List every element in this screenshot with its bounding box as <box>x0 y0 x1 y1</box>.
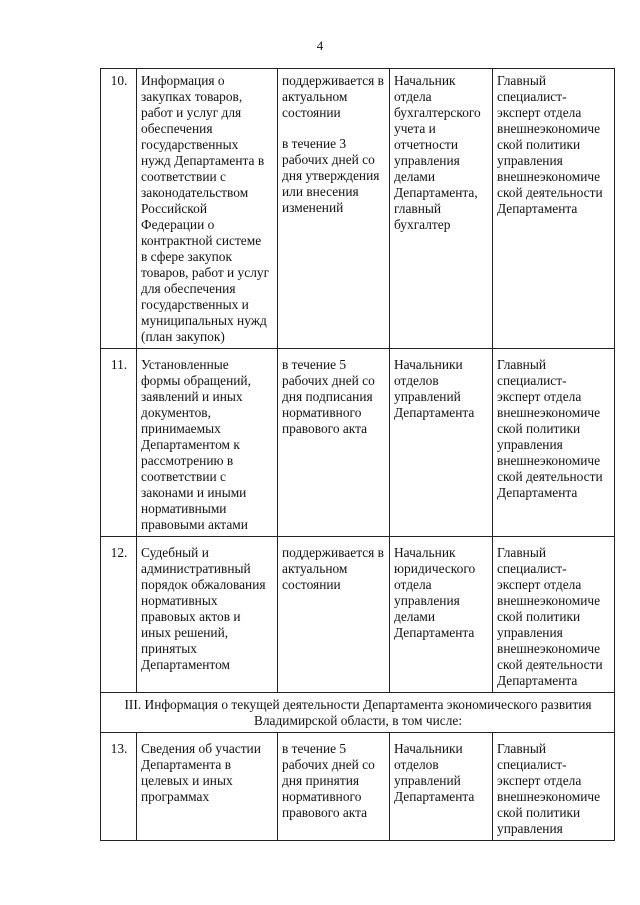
row-number: 11. <box>101 349 137 537</box>
responsible-person: Начальник отдела бухгалтерского учета и отчетности управления делами Департамента, главный бухгалтер <box>390 69 493 349</box>
term-text: поддерживается в актуальном состоянии <box>282 73 384 120</box>
table-row <box>101 733 615 841</box>
information-table <box>100 68 615 841</box>
publication-term <box>278 69 390 349</box>
info-title: Сведения об участии Департамента в целевых и иных программах <box>137 733 278 841</box>
table-row <box>101 349 615 537</box>
info-title: Информация о закупках товаров, работ и услуг для обеспечения государственных нужд Департамента в соответствии с законодательством Российской Федерации о контрактной системе в сфере закупок товаров, работ и услуг для обеспечения государственных и муниципальных нужд (план закупок) <box>137 69 278 349</box>
executor: Главный специалист- эксперт отдела внешнеэкономиче ской политики управления внешнеэкономиче ской деятельности Департамента <box>493 349 615 537</box>
row-number: 13. <box>101 733 137 841</box>
executor: Главный специалист- эксперт отдела внешнеэкономиче ской политики управления внешнеэкономиче ской деятельности Департамента <box>493 537 615 693</box>
row-number: 12. <box>101 537 137 693</box>
table-row <box>101 537 615 693</box>
responsible-person: Начальник юридического отдела управления делами Департамента <box>390 537 493 693</box>
executor: Главный специалист- эксперт отдела внешнеэкономиче ской политики управления внешнеэкономиче ской деятельности Департамента <box>493 69 615 349</box>
row-number: 10. <box>101 69 137 349</box>
responsible-person: Начальники отделов управлений Департамента <box>390 733 493 841</box>
page-number: 4 <box>316 38 324 53</box>
term-text-secondary: в течение 3 рабочих дней со дня утверждения или внесения изменений <box>282 136 380 215</box>
responsible-person: Начальники отделов управлений Департамента <box>390 349 493 537</box>
info-title: Установленные формы обращений, заявлений и иных документов, принимаемых Департаментом к рассмотрению в соответствии с законами и иными нормативными правовыми актами <box>137 349 278 537</box>
publication-term: в течение 5 рабочих дней со дня подписания нормативного правового акта <box>278 349 390 537</box>
section-heading-row <box>101 693 615 733</box>
section-heading: III. Информация о текущей деятельности Департамента экономического развития Владимирской области, в том числе: <box>101 693 615 733</box>
table-row <box>101 69 615 349</box>
publication-term: поддерживается в актуальном состоянии <box>278 537 390 693</box>
info-title: Судебный и административный порядок обжалования нормативных правовых актов и иных решений, принятых Департаментом <box>137 537 278 693</box>
executor: Главный специалист- эксперт отдела внешнеэкономиче ской политики управления <box>493 733 615 841</box>
publication-term: в течение 5 рабочих дней со дня принятия нормативного правового акта <box>278 733 390 841</box>
